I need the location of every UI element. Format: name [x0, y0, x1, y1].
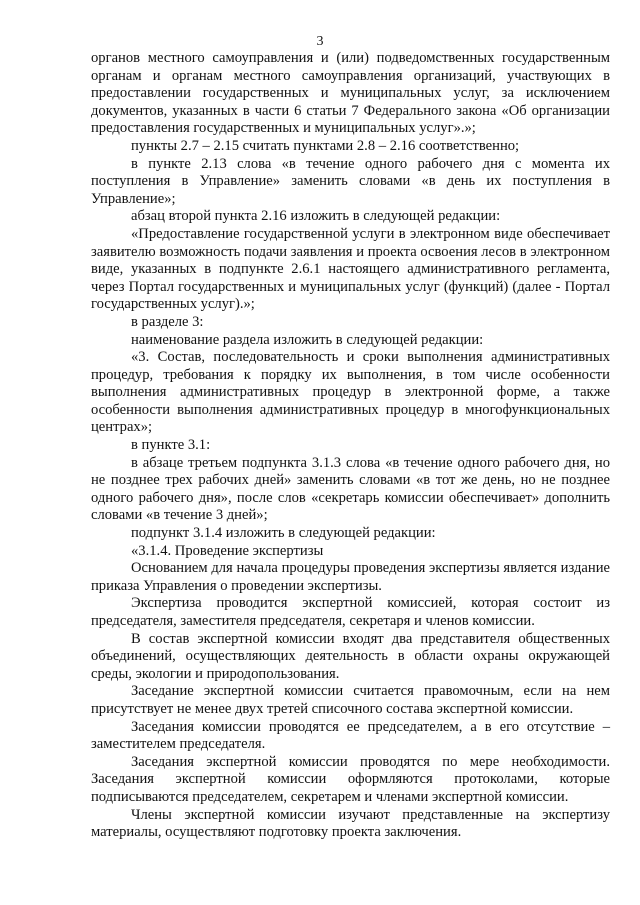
document-body — [91, 50, 610, 842]
paragraph-section-title-intro: наименование раздела изложить в следующей редакции: — [131, 331, 484, 348]
paragraph-quorum: Заседание экспертной комиссии считается правомочным, если на нем присутствует не менее двух третей списочного состава экспертной комиссии. — [91, 683, 610, 717]
paragraph-subitem-3-1-3: в абзаце третьем подпункта 3.1.3 слова «в течение одного рабочего дня, но не позднее трех рабочих дней» заменить словами «в тот же день, но не позднее одного рабочего дня», после слов «секретарь комиссии обеспечивает» дополнить словами «в течение 3 дней»; — [91, 454, 610, 524]
paragraph-item-2-13: в пункте 2.13 слова «в течение одного рабочего дня с момента их поступления в Управление» заменить словами «в день их поступления в Управление»; — [91, 155, 610, 207]
paragraph-commission-composition: Экспертиза проводится экспертной комиссией, которая состоит из председателя, заместителя председателя, секретаря и членов комиссии. — [91, 595, 610, 629]
paragraph-electronic-service: «Предоставление государственной услуги в электронном виде обеспечивает заявителю возможность подачи заявления и проекта освоения лесов в электронном виде, указанных в подпункте 2.6.1 настоящего административного регламента, через Портал государственных и муниципальных услуг (функций) (далее - Портал государственных услуг).»; — [91, 225, 610, 313]
paragraph-item-3-1: в пункте 3.1: — [131, 437, 211, 454]
paragraph-section-3: в разделе 3: — [131, 313, 204, 330]
page-number: 3 — [316, 34, 324, 49]
paragraph-item-2-16-intro: абзац второй пункта 2.16 изложить в следующей редакции: — [131, 208, 501, 225]
paragraph-members-duties: Члены экспертной комиссии изучают представленные на экспертизу материалы, осуществляют подготовку проекта заключения. — [91, 806, 610, 841]
paragraph-section-3-title: «3. Состав, последовательность и сроки выполнения административных процедур, требования к порядку их выполнения, в том числе особенности выполнения административных процедур в электронной форме, а также особенности выполнения административных процедур в многофункциональных центрах»; — [91, 349, 610, 436]
paragraph-meetings-protocols: Заседания экспертной комиссии проводятся по мере необходимости. Заседания экспертной комиссии оформляются протоколами, которые подписываются председателем, секретарем и членами экспертной комиссии. — [91, 753, 610, 805]
paragraph-public-representatives: В состав экспертной комиссии входят два представителя общественных объединений, осуществляющих деятельность в области охраны окружающей среды, экологии и природопользования. — [91, 630, 610, 682]
paragraph-subitem-3-1-4-intro: подпункт 3.1.4 изложить в следующей редакции: — [131, 525, 436, 542]
paragraph-expertise-heading: «3.1.4. Проведение экспертизы — [131, 542, 324, 559]
paragraph-chairing: Заседания комиссии проводятся ее председателем, а в его отсутствие – заместителем председателя. — [91, 718, 610, 753]
paragraph-continuation: органов местного самоуправления и (или) подведомственных государственным органам и органам местного самоуправления организаций, участвующих в предоставлении государственных и муниципальных услуг, за исключением документов, указанных в части 6 статьи 7 Федерального закона «Об организации предоставления государственных и муниципальных услуг».»; — [91, 50, 610, 137]
paragraph-expertise-basis: Основанием для начала процедуры проведения экспертизы является издание приказа Управления о проведении экспертизы. — [91, 560, 610, 594]
paragraph-renumber-items: пункты 2.7 – 2.15 считать пунктами 2.8 – 2.16 соответственно; — [131, 137, 520, 154]
